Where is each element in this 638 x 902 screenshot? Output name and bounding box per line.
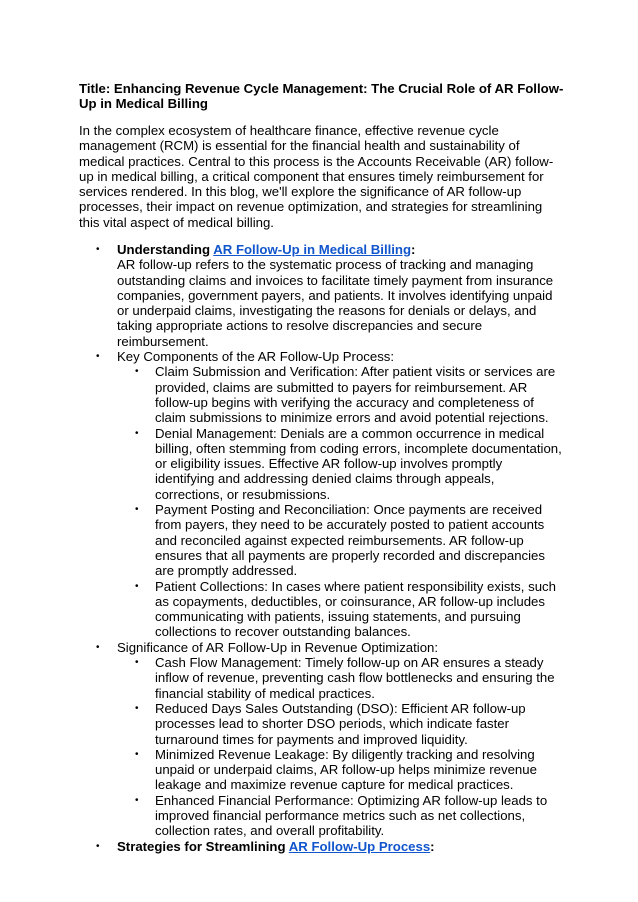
list-item-text: Reduced Days Sales Outstanding (DSO): Efficient AR follow-up processes lead to shorter DSO periods, which indicate faster turnaround times for payments and improved liquidity. bbox=[155, 700, 526, 747]
bullet-icon: • bbox=[96, 244, 100, 255]
document-title: Title: Enhancing Revenue Cycle Management: The Crucial Role of AR Follow-Up in Medical Billing bbox=[79, 81, 564, 112]
list-item bbox=[117, 793, 564, 839]
strategies-heading-prefix: Strategies for Streamlining bbox=[117, 838, 289, 854]
list-item-text: Cash Flow Management: Timely follow-up on AR ensures a steady inflow of revenue, preventing cash flow bottlenecks and ensuring the financial stability of medical practices. bbox=[155, 655, 555, 701]
understanding-heading-prefix: Understanding bbox=[117, 242, 214, 257]
significance-sublist bbox=[117, 655, 564, 839]
list-item bbox=[117, 426, 564, 502]
key-components-heading: Key Components of the AR Follow-Up Process: bbox=[117, 349, 395, 365]
intro-paragraph: In the complex ecosystem of healthcare finance, effective revenue cycle management (RCM) is essential for the financial health and sustainability of medical practices. Central to this process is the Accounts Receivable (AR) follow-up in medical billing, a critical component that ensures timely reimbursement for services rendered. In this blog, we'll explore the significance of AR follow-up processes, their impact on revenue optimization, and strategies for streamlining this vital aspect of medical billing. bbox=[79, 123, 554, 230]
key-components-sublist bbox=[117, 364, 564, 639]
list-item bbox=[117, 364, 564, 425]
list-item bbox=[117, 502, 564, 578]
significance-heading: Significance of AR Follow-Up in Revenue Optimization: bbox=[117, 639, 439, 655]
bullet-icon: • bbox=[135, 748, 139, 760]
bullet-icon: • bbox=[135, 427, 139, 439]
bullet-icon: • bbox=[96, 840, 100, 852]
ar-follow-up-process-link[interactable]: AR Follow-Up Process bbox=[288, 838, 431, 854]
list-item-key-components bbox=[79, 349, 564, 640]
strategies-heading-suffix: : bbox=[430, 838, 435, 854]
main-bullet-list bbox=[79, 242, 564, 854]
bullet-icon: • bbox=[135, 504, 139, 516]
bullet-icon: • bbox=[96, 641, 100, 653]
list-item-text: Patient Collections: In cases where patient responsibility exists, such as copayments, deductibles, or coinsurance, AR follow-up includes communicating with patients, issuing statements, and pursuing collections to recover outstanding balances. bbox=[155, 578, 556, 640]
understanding-heading-suffix: : bbox=[411, 242, 416, 257]
bullet-icon: • bbox=[135, 702, 139, 714]
list-item-text: Payment Posting and Reconciliation: Once payments are received from payers, they need to be accurately posted to patient accounts and reconciled against expected reimbursements. AR follow-up ensures that all payments are properly recorded and discrepancies are promptly addressed. bbox=[155, 502, 545, 579]
bullet-icon: • bbox=[135, 657, 139, 669]
bullet-icon: • bbox=[135, 580, 139, 592]
understanding-body: AR follow-up refers to the systematic process of tracking and managing outstanding claims and invoices to facilitate timely payment from insurance companies, government payers, and patients. It involves identifying unpaid or underpaid claims, investigating the reasons for denials or delays, and taking appropriate actions to resolve discrepancies and secure reimbursement. bbox=[117, 257, 554, 349]
list-item bbox=[117, 655, 564, 701]
list-item-text: Claim Submission and Verification: After patient visits or services are provided, claims are submitted to payers for reimbursement. AR follow-up begins with verifying the accuracy and completeness of claim submissions to minimize errors and avoid potential rejections. bbox=[155, 364, 556, 426]
bullet-icon: • bbox=[135, 794, 139, 806]
list-item bbox=[117, 701, 564, 747]
strategies-heading bbox=[117, 839, 564, 854]
bullet-icon: • bbox=[96, 351, 100, 363]
list-item bbox=[117, 747, 564, 793]
ar-follow-up-medical-billing-link[interactable]: AR Follow-Up in Medical Billing bbox=[213, 242, 412, 257]
list-item-text: Denial Management: Denials are a common occurrence in medical billing, often stemming from coding errors, incomplete documentation, or eligibility issues. Effective AR follow-up involves promptly identifying and addressing denied claims through appeals, corrections, or resubmissions. bbox=[155, 425, 562, 502]
understanding-heading bbox=[117, 242, 564, 257]
list-item bbox=[117, 579, 564, 640]
list-item-text: Minimized Revenue Leakage: By diligently tracking and resolving unpaid or underpaid claims, AR follow-up helps minimize revenue leakage and maximize revenue capture for medical practices. bbox=[155, 746, 537, 793]
list-item-significance bbox=[79, 640, 564, 839]
bullet-icon: • bbox=[135, 366, 139, 378]
list-item-understanding bbox=[79, 242, 564, 349]
list-item-strategies bbox=[79, 839, 564, 854]
list-item-text: Enhanced Financial Performance: Optimizing AR follow-up leads to improved financial performance metrics such as net collections, collection rates, and overall profitability. bbox=[155, 792, 548, 839]
